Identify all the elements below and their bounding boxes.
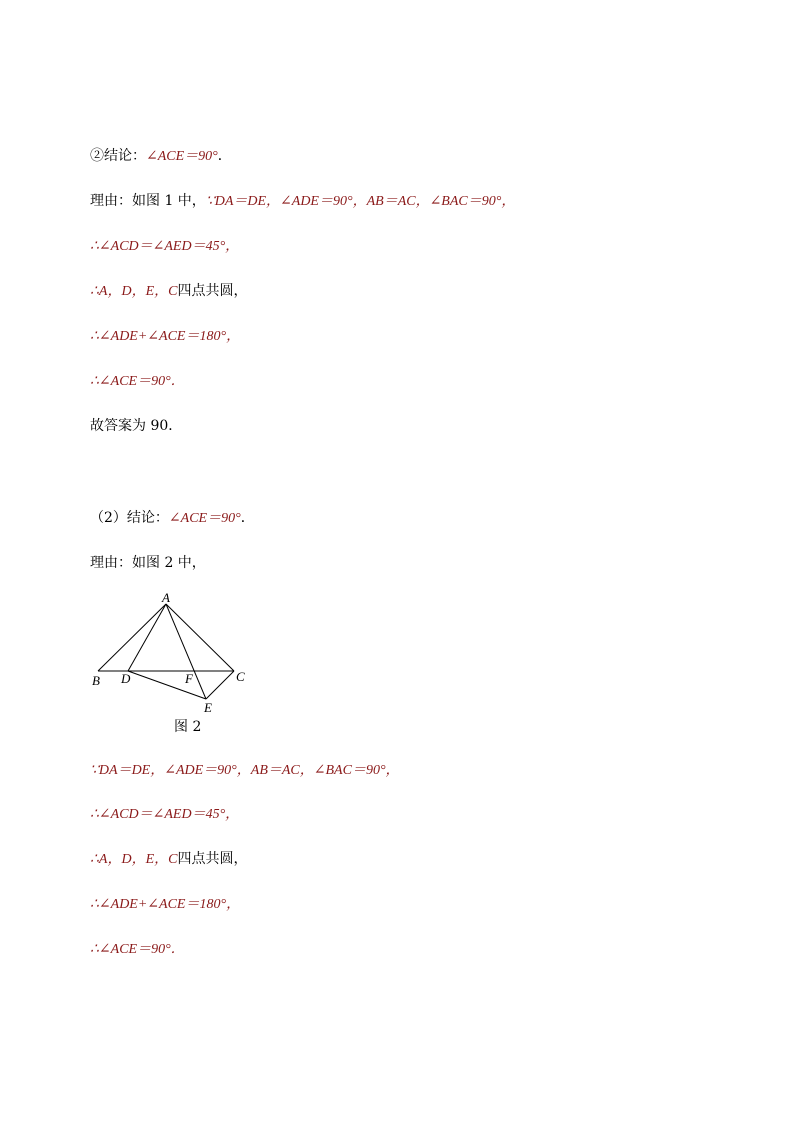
step-line-3 (90, 326, 240, 347)
conclusion-line-2 (90, 508, 255, 529)
step-math: ∴∠ACE＝90°． (90, 374, 185, 389)
label-e: E (204, 700, 212, 713)
step-math: ∵DA＝DE，∠ADE＝90°，AB＝AC，∠BAC＝90°， (90, 763, 400, 778)
answer-text: 故答案为 90． (90, 418, 183, 434)
label-a: A (162, 590, 170, 605)
conclusion-prefix: ②结论： (90, 148, 146, 164)
figure-caption: 图 2 (174, 719, 202, 735)
segment-ac (166, 604, 234, 671)
reason-text: 理由：如图 2 中， (90, 555, 206, 571)
step-math: ∴∠ACD＝∠AED＝45°， (90, 239, 240, 254)
step-math: ∴∠ADE+∠ACE＝180°， (90, 897, 241, 912)
step-line-9 (90, 939, 185, 960)
conclusion-suffix: ． (217, 148, 232, 164)
conclusion-math: ∠ACE＝90° (168, 511, 241, 526)
step-math: ∴A，D，E，C (90, 852, 178, 867)
step-line-8 (90, 894, 240, 915)
conclusion-suffix: ． (240, 510, 255, 526)
step-suffix: 四点共圆， (177, 851, 248, 867)
geometry-figure (88, 588, 258, 713)
conclusion-line-1 (90, 146, 232, 167)
reason-math: ∵DA＝DE，∠ADE＝90°，AB＝AC，∠BAC＝90°， (205, 194, 516, 209)
reason-line-2 (90, 553, 206, 573)
segment-de (128, 671, 206, 699)
step-math: ∴∠ACD＝∠AED＝45°， (90, 807, 240, 822)
conclusion-math: ∠ACE＝90° (146, 149, 218, 164)
step-line-4 (90, 371, 185, 392)
label-c: C (236, 669, 245, 684)
label-d: D (121, 671, 131, 686)
segment-ec (206, 671, 234, 699)
reason-line-1 (90, 191, 515, 212)
segment-ab (98, 604, 166, 671)
conclusion-prefix: （2）结论： (90, 510, 169, 526)
segment-ad (128, 604, 166, 671)
step-suffix: 四点共圆， (177, 283, 248, 299)
step-math: ∴∠ACE＝90°． (90, 942, 185, 957)
step-line-7 (90, 849, 247, 870)
step-line-5 (90, 760, 400, 781)
step-line-6 (90, 804, 239, 825)
step-line-2 (90, 281, 247, 302)
step-line-1 (90, 236, 239, 257)
reason-prefix: 理由：如图 1 中， (90, 193, 206, 209)
answer-line (90, 416, 182, 436)
step-math: ∴A，D，E，C (90, 284, 178, 299)
step-math: ∴∠ADE+∠ACE＝180°， (90, 329, 241, 344)
label-f: F (185, 671, 193, 686)
label-b: B (92, 673, 100, 688)
